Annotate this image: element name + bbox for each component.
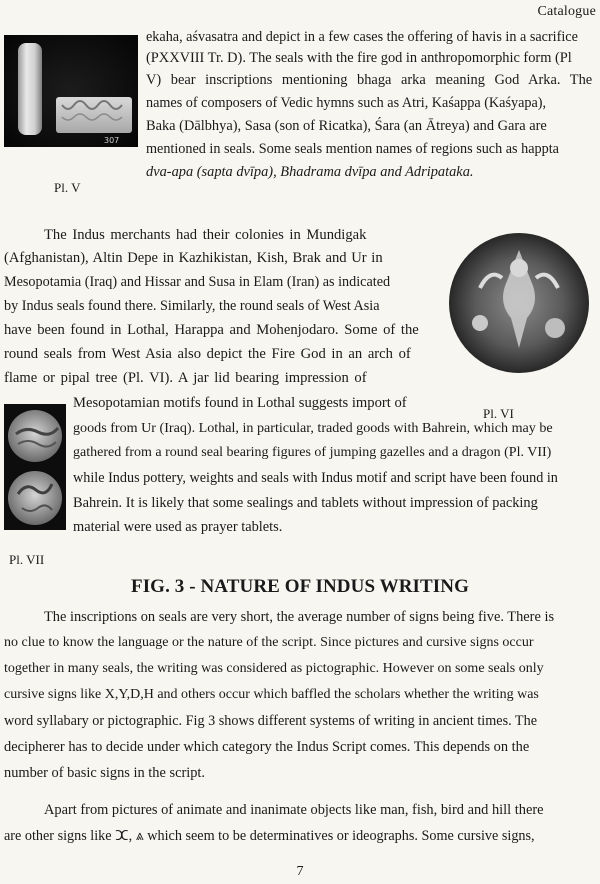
body-line: number of basic signs in the script. xyxy=(4,765,206,781)
body-line: decipherer has to decide under which category the Indus Script comes. This depends on the xyxy=(4,739,530,755)
body-line: flame or pipal tree (Pl. VI). A jar lid bearing impression of xyxy=(4,370,367,386)
body-line: names of composers of Vedic hymns such as Atri, Kaśappa (Kaśyapa), xyxy=(146,95,547,111)
body-line: dva-apa (sapta dvīpa), Bhadrama dvīpa and Adripataka. xyxy=(146,164,474,180)
plate-5-seal-number: 307 xyxy=(104,136,120,145)
body-line: mentioned in seals. Some seals mention names of regions such as happta xyxy=(146,141,559,157)
body-line: cursive signs like X,Y,D,H and others occur which baffled the scholars whether the writing was xyxy=(4,687,539,702)
plate-6-image xyxy=(440,228,596,378)
body-line: by Indus seals found there. Similarly, the round seals of West Asia xyxy=(4,298,380,314)
body-line: Bahrein. It is likely that some sealings and tablets without impression of packing xyxy=(73,495,538,511)
plate-5-caption: Pl. V xyxy=(54,180,81,195)
plate-5-image xyxy=(4,35,138,147)
body-line: V) bear inscriptions mentioning bhaga arka meaning God Arka. The xyxy=(146,72,593,88)
body-line: while Indus pottery, weights and seals with Indus motif and script have been found in xyxy=(73,470,558,486)
body-line: gathered from a round seal bearing figures of jumping gazelles and a dragon (Pl. VII) xyxy=(73,445,552,460)
body-line: are other signs like ⵋ, ⩓ which seem to be determinatives or ideographs. Some cursive signs, xyxy=(4,828,535,844)
body-line: ekaha, aśvasatra and depict in a few cases the offering of havis in a sacrifice xyxy=(146,29,578,45)
body-line: goods from Ur (Iraq). Lothal, in particular, traded goods with Bahrein, which may be xyxy=(73,420,553,436)
body-line: Mesopotamia (Iraq) and Hissar and Susa in Elam (Iran) as indicated xyxy=(4,274,391,290)
body-line: no clue to know the language or the nature of the script. Since pictures and cursive signs occur xyxy=(4,635,534,650)
plate-6-caption: Pl. VI xyxy=(483,406,514,421)
body-line: (PXXVIII Tr. D). The seals with the fire god in anthropomorphic form (Pl xyxy=(146,50,572,66)
body-line: The inscriptions on seals are very short, the average number of signs being five. There is xyxy=(44,609,555,625)
running-head: Catalogue xyxy=(537,4,596,19)
plate-7-image xyxy=(4,404,66,530)
body-line: Baka (Dālbhya), Sasa (son of Ricatka), Śara (an Ātreya) and Gara are xyxy=(146,118,547,134)
body-line: The Indus merchants had their colonies in Mundigak xyxy=(44,227,367,243)
section-title: FIG. 3 - NATURE OF INDUS WRITING xyxy=(130,576,470,597)
body-line: round seals from West Asia also depict the Fire God in an arch of xyxy=(4,346,411,362)
body-line: (Afghanistan), Altin Depe in Kazhikistan, Kish, Brak and Ur in xyxy=(4,250,383,266)
plate-7-caption: Pl. VII xyxy=(9,552,45,567)
body-line: together in many seals, the writing was considered as pictographic. However on some seals only xyxy=(4,661,544,676)
body-line: Mesopotamian motifs found in Lothal suggests import of xyxy=(73,395,407,411)
body-line: material were used as prayer tablets. xyxy=(73,519,283,535)
body-line: have been found in Lothal, Harappa and Mohenjodaro. Some of the xyxy=(4,322,419,338)
page-number: 7 xyxy=(296,864,304,879)
body-line: word syllabary or pictographic. Fig 3 shows different systems of writing in ancient times. The xyxy=(4,713,537,729)
body-line: Apart from pictures of animate and inanimate objects like man, fish, bird and hill there xyxy=(44,802,544,818)
